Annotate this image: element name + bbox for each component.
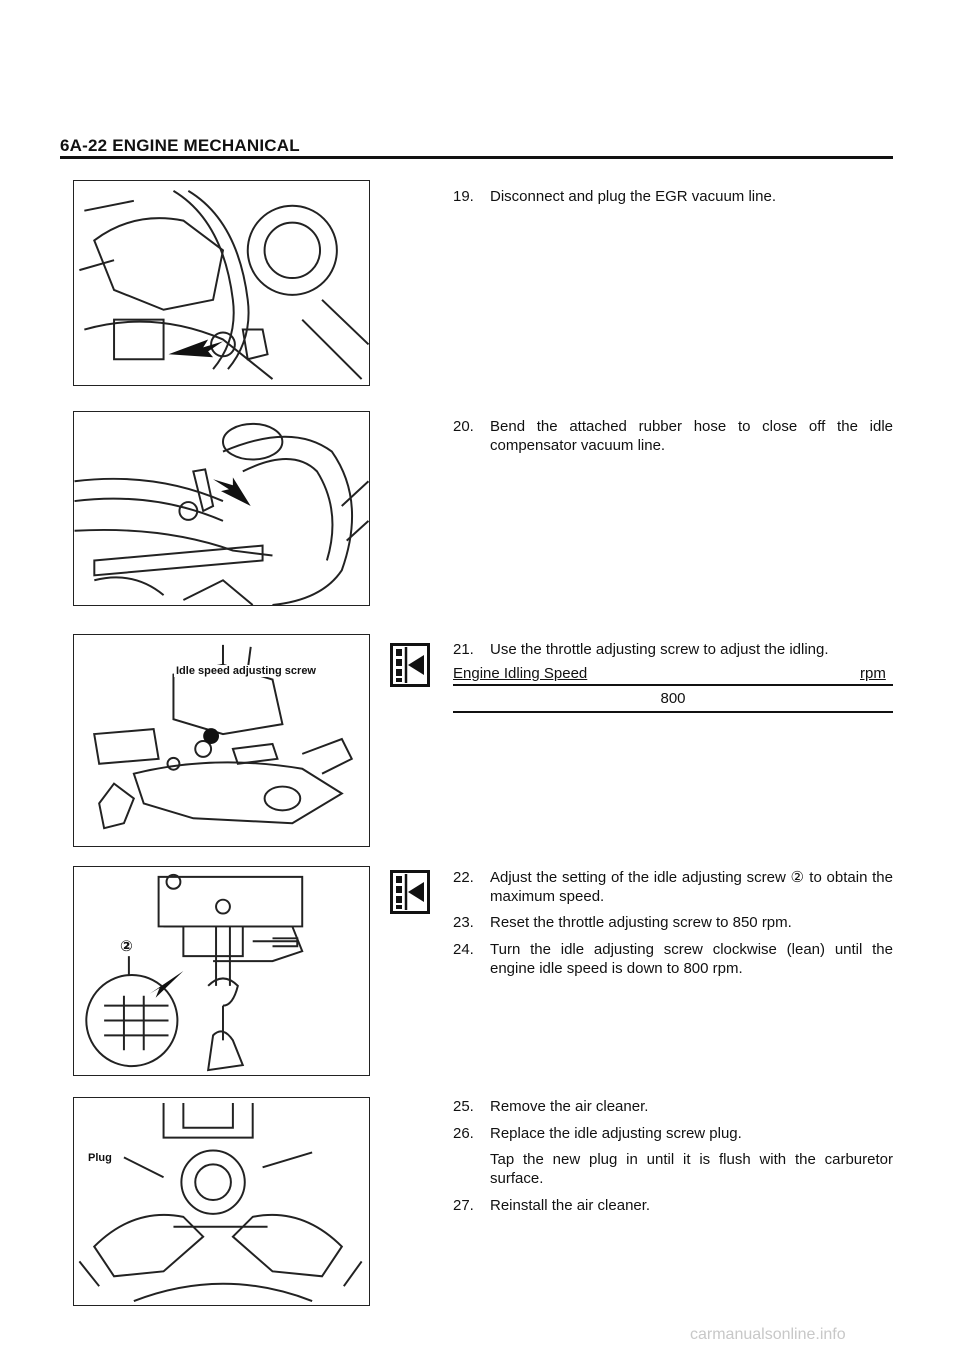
spec-value: 800 <box>660 690 686 707</box>
step-26-note: Tap the new plug in until it is flush with the carburetor surface. <box>490 1151 893 1187</box>
spec-title: Engine Idling Speed <box>453 665 588 682</box>
step-number: 27. <box>453 1197 474 1214</box>
step-text: Reinstall the air cleaner. <box>490 1197 651 1214</box>
step-number: 24. <box>453 941 474 958</box>
step-number: 21. <box>453 641 474 658</box>
step-text: Bend the attached rubber hose to close off the idle compensator vacuum line. <box>490 418 893 454</box>
step-19 <box>453 187 893 206</box>
step-text: Turn the idle adjusting screw clockwise (lean) until the engine idle speed is down to 800 rpm. <box>490 941 893 977</box>
step-text: Adjust the setting of the idle adjusting screw ② to obtain the maximum speed. <box>490 869 893 905</box>
figure-idle-compensator <box>73 411 370 606</box>
page-header: 6A-22 ENGINE MECHANICAL <box>60 136 300 155</box>
figure-idle-adjusting-screw <box>73 866 370 1076</box>
idle-adjusting-screw-illustration <box>74 867 369 1075</box>
step-text: Disconnect and plug the EGR vacuum line. <box>490 188 776 205</box>
step-text: Use the throttle adjusting screw to adjust the idling. <box>490 641 829 658</box>
figure-label: Idle speed adjusting screw <box>176 665 316 677</box>
watermark: carmanualsonline.info <box>690 1326 846 1343</box>
step-26 <box>453 1124 893 1143</box>
header-rule <box>60 156 893 159</box>
egr-vacuum-illustration <box>74 181 369 385</box>
idle-compensator-illustration <box>74 412 369 605</box>
spec-unit: rpm <box>860 665 886 682</box>
spec-divider <box>453 684 893 686</box>
step-text: Replace the idle adjusting screw plug. <box>490 1125 742 1142</box>
step-number: 20. <box>453 418 474 435</box>
step-number: 22. <box>453 869 474 886</box>
figure-egr-vacuum-line <box>73 180 370 386</box>
step-23 <box>453 913 893 932</box>
step-number: 26. <box>453 1125 474 1142</box>
spec-divider <box>453 711 893 713</box>
plug-illustration <box>74 1098 369 1305</box>
figure-plug <box>73 1097 370 1306</box>
step-21 <box>453 640 893 659</box>
step-20 <box>453 417 893 455</box>
step-number: 25. <box>453 1098 474 1115</box>
step-number: 19. <box>453 188 474 205</box>
step-text: Remove the air cleaner. <box>490 1098 649 1115</box>
figure-label: Plug <box>88 1152 112 1164</box>
figure-idle-speed-screw <box>73 634 370 847</box>
adjust-icon <box>390 870 430 914</box>
step-24 <box>453 940 893 978</box>
step-number: 23. <box>453 914 474 931</box>
step-25 <box>453 1097 893 1116</box>
adjust-icon <box>390 643 430 687</box>
figure-label: ② <box>120 938 133 955</box>
step-text: Reset the throttle adjusting screw to 850 rpm. <box>490 914 792 931</box>
step-22 <box>453 868 893 906</box>
step-27 <box>453 1196 893 1215</box>
